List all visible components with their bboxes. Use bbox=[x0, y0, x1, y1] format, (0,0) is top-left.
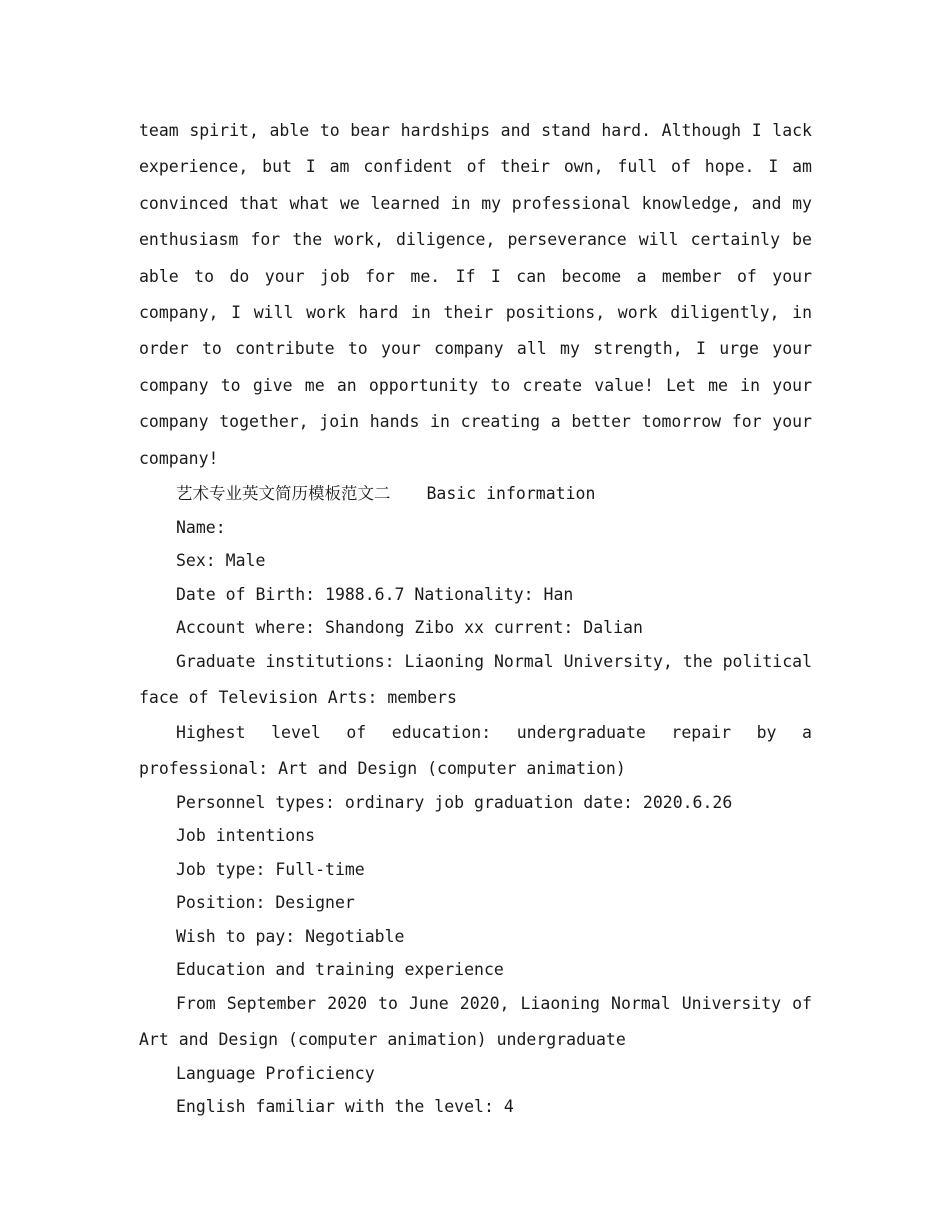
graduate-institution-paragraph: Graduate institutions: Liaoning Normal University, the political face of Television Arts: members bbox=[139, 651, 812, 707]
education-heading: Education and training experience bbox=[176, 960, 504, 980]
personnel-type-line: Personnel types: ordinary job graduation date: 2020.6.26 bbox=[176, 792, 733, 812]
education-level-paragraph: Highest level of education: undergraduate repair by a professional: Art and Design (computer animation) bbox=[139, 722, 812, 778]
account-location-line: Account where: Shandong Zibo xx current: Dalian bbox=[176, 618, 643, 638]
intro-paragraph: team spirit, able to bear hardships and stand hard. Although I lack experience, but I am confident of their own, full of hope. I am convinced that what we learned in my professional knowledge, and my enthusiasm for the work, diligence, perseverance will certainly be able to do your job for me. If I can become a member of your company, I will work hard in their positions, work diligently, in order to contribute to your company all my strength, I urge your company to give me an opportunity to create value! Let me in your company together, join hands in creating a better tomorrow for your company! bbox=[139, 121, 812, 468]
english-level-line: English familiar with the level: 4 bbox=[176, 1097, 514, 1117]
birth-nationality-line: Date of Birth: 1988.6.7 Nationality: Han bbox=[176, 584, 574, 604]
document-body bbox=[139, 113, 812, 1124]
name-line: Name: bbox=[176, 517, 226, 537]
position-line: Position: Designer bbox=[176, 893, 355, 913]
section-heading bbox=[139, 477, 812, 511]
language-heading: Language Proficiency bbox=[176, 1063, 375, 1083]
section-title-english: Basic information bbox=[426, 484, 596, 504]
sex-line: Sex: Male bbox=[176, 551, 266, 571]
section-title-chinese: 艺术专业英文简历模板范文二 bbox=[176, 484, 391, 504]
job-intentions-heading: Job intentions bbox=[176, 826, 316, 846]
education-experience-paragraph: From September 2020 to June 2020, Liaoning Normal University of Art and Design (computer animation) undergraduate bbox=[139, 993, 812, 1049]
job-type-line: Job type: Full-time bbox=[176, 859, 365, 879]
wish-to-pay-line: Wish to pay: Negotiable bbox=[176, 926, 405, 946]
